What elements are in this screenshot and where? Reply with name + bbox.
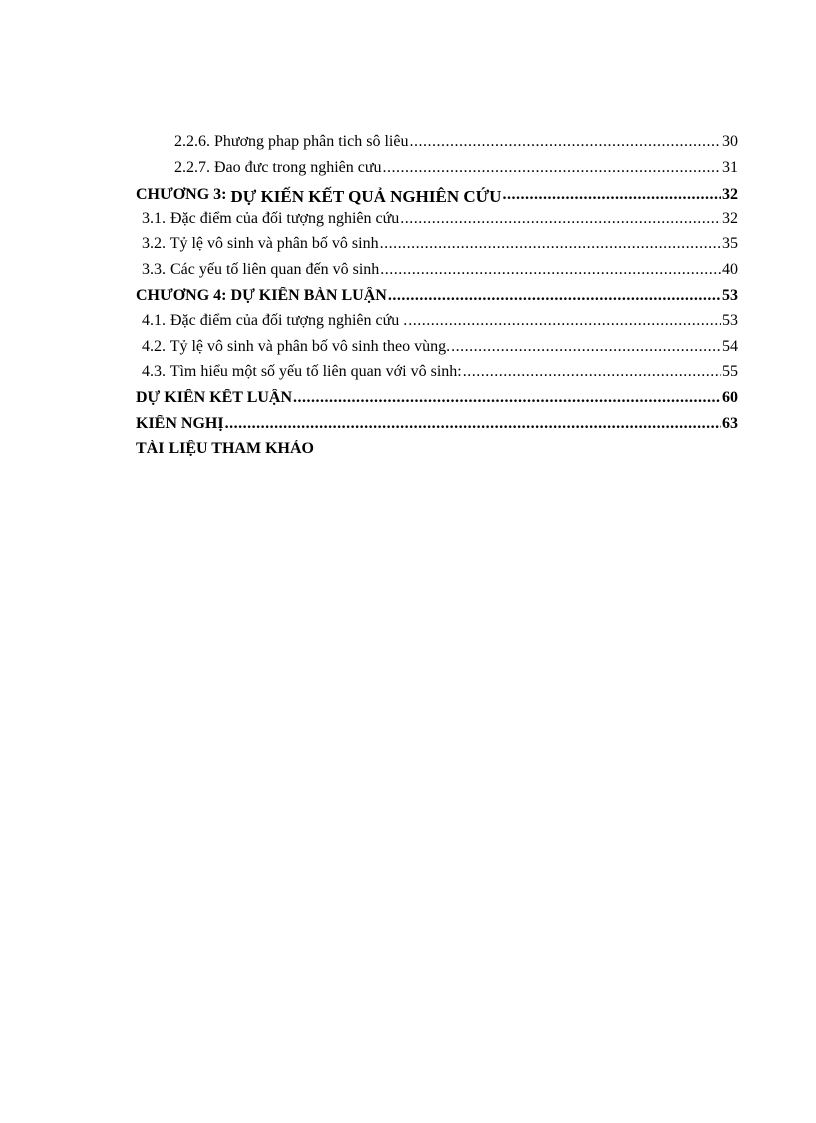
toc-entry-title: 4.1. Đặc điểm của đối tượng nghiên cứu . [142,312,408,330]
toc-entry-page: 30 [722,133,738,150]
toc-entry-references[interactable] [136,440,738,466]
dot-leader [225,415,721,433]
dot-leader [388,287,721,305]
toc-entry-3-1[interactable] [136,210,738,236]
toc-entry-page: 53 [722,286,738,304]
toc-entry-page: 60 [722,388,738,406]
dot-leader [400,210,721,228]
toc-entry-title: 3.2. Tỷ lệ vô sinh và phân bố vô sinh [142,235,379,253]
toc-entry-chapter-3[interactable] [136,184,738,210]
toc-entry-title [136,184,502,207]
toc-entry-page: 31 [722,158,738,176]
toc-entry-page: 53 [722,312,738,330]
toc-entry-conclusion[interactable] [136,389,738,415]
toc-entry-page: 32 [722,186,738,204]
toc-entry-title: TÀI LIỆU THAM KHẢO [136,440,314,458]
toc-entry-2-2-7[interactable] [136,159,738,185]
toc-entry-page: 35 [722,235,738,253]
dot-leader [451,338,721,356]
toc-entry-title: CHƯƠNG 4: DỰ KIẾN BÀN LUẬN [136,286,387,304]
toc-entry-title: DỰ KIẾN KẾT LUẬN [136,388,293,406]
table-of-contents [136,133,738,466]
toc-entry-title: 3.3. Các yếu tố liên quan đến vô sinh [142,260,380,278]
chapter-number: CHƯƠNG 3: [136,186,231,204]
toc-entry-title: 4.3. Tìm hiểu một số yếu tố liên quan với vô sinh: [142,363,462,381]
toc-entry-recommendations[interactable] [136,415,738,441]
toc-entry-2-2-6[interactable] [136,133,738,159]
toc-entry-4-1[interactable] [136,312,738,338]
toc-entry-page: 55 [722,363,738,381]
toc-entry-page: 32 [722,209,738,227]
dot-leader [408,312,721,330]
dot-leader [293,389,721,407]
toc-entry-4-2[interactable] [136,338,738,364]
toc-entry-4-3[interactable] [136,363,738,389]
toc-entry-page: 40 [722,260,738,278]
dot-leader [502,186,721,204]
toc-entry-title: 4.2. Tỷ lệ vô sinh và phân bố vô sinh theo vùng. [142,337,451,355]
toc-entry-title: KIẾN NGHỊ [136,414,224,432]
dot-leader [380,235,721,253]
toc-entry-3-2[interactable] [136,235,738,261]
dot-leader [463,363,721,381]
toc-entry-title: 2.2.6. Phương phap phân tich sô liêu [174,133,409,150]
toc-entry-chapter-4[interactable] [136,287,738,313]
toc-entry-title: 2.2.7. Đao đưc trong nghiên cưu [174,158,382,176]
dot-leader [383,159,721,177]
toc-entry-page: 54 [722,337,738,355]
toc-entry-page: 63 [722,414,738,432]
toc-entry-3-3[interactable] [136,261,738,287]
chapter-name: DỰ KIẾN KẾT QUẢ NGHIÊN CỨU [230,187,502,207]
dot-leader [409,133,721,151]
toc-entry-title: 3.1. Đặc điểm của đối tượng nghiên cứu [142,209,400,227]
dot-leader [380,261,721,279]
